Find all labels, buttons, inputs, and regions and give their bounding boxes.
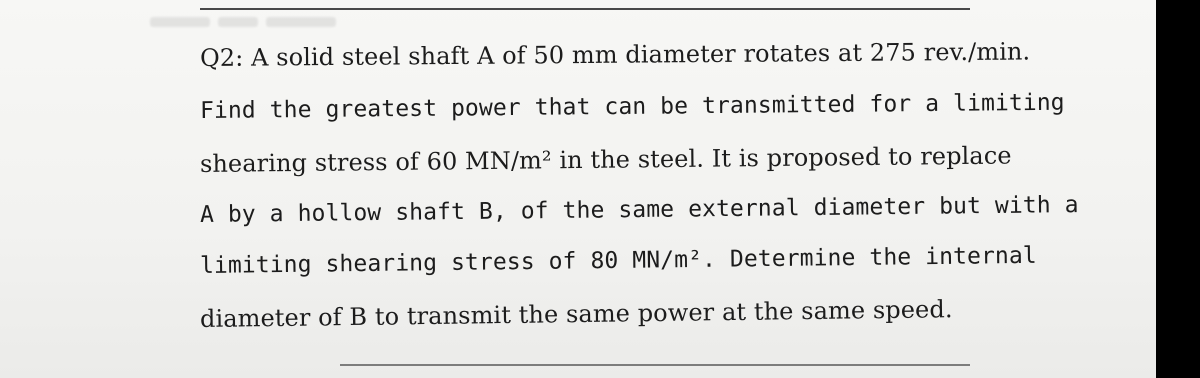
- question-line-4: A by a hollow shaft B, of the same external diameter but with a: [199, 192, 1079, 228]
- question-line-2: Find the greatest power that can be transmitted for a limiting: [199, 89, 1065, 124]
- bottom-rule-divider: [340, 364, 970, 366]
- question-line-1: Q2: A solid steel shaft A of 50 mm diameter rotates at 275 rev./min.: [199, 37, 1031, 72]
- faded-show-through-text: [150, 14, 390, 40]
- question-line-6: diameter of B to transmit the same power at the same speed.: [199, 295, 953, 333]
- top-rule-divider: [200, 8, 970, 10]
- question-line-3: shearing stress of 60 MN/m² in the steel. It is proposed to replace: [199, 141, 1012, 178]
- dark-background-edge: [1156, 0, 1200, 378]
- question-line-5: limiting shearing stress of 80 MN/m². Determine the internal: [199, 242, 1037, 279]
